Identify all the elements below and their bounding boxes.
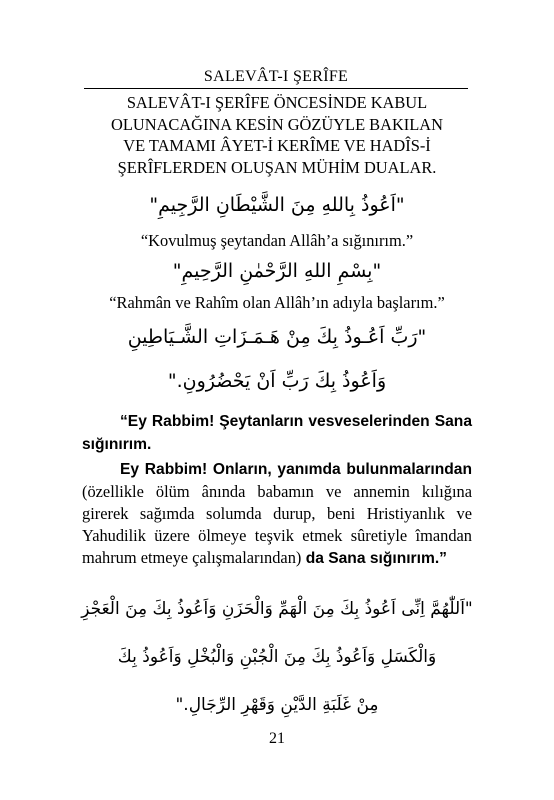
arabic-prayer-3-line-1: "رَبِّ اَعُـوذُ بِكَ مِنْ هَـمَـزَاتِ الشَّـيَاطِينِ xyxy=(127,326,427,348)
arabic-prayer-3-line-2: وَاَعُوذُ بِكَ رَبِّ اَنْ يَحْضُرُونِ." xyxy=(167,370,387,392)
arabic-prayer-1: "اَعُوذُ بِاللهِ مِنَ الشَّيْطَانِ الرَّجِيمِ" xyxy=(149,194,405,216)
paragraph-2 xyxy=(82,458,472,570)
heading-line: OLUNACAĞINA KESİN GÖZÜYLE BAKILAN xyxy=(111,114,443,134)
heading-line: SALEVÂT-I ŞERÎFE ÖNCESİNDE KABUL xyxy=(126,93,428,112)
bold-text: “Ey Rabbim! Şeytanların vesveselerinden Sana sığınırım. xyxy=(82,413,472,453)
header-rule xyxy=(84,88,468,89)
arabic-prayer-4-line-1: "اَللّٰهُمَّ اِنِّى اَعُوذُ بِكَ مِنَ الْهَمِّ وَالْحَزَنِ وَاَعُوذُ بِكَ مِنَ الْعَجْزِ xyxy=(81,599,473,619)
running-head: SALEVÂT-I ŞERÎFE xyxy=(203,68,349,85)
paragraph-1 xyxy=(82,410,472,456)
normal-text: (özellikle ölüm ânında babamın ve annemin kılığına girerek sağımda solumda durup, beni Hristiyanlık ve Yahudilik üzere ölmeye teşvik etmek sûretiyle îmandan mahrum etmeye çalışmalarından) xyxy=(82,482,472,567)
section-heading xyxy=(78,92,476,178)
heading-line: VE TAMAMI ÂYET-İ KERÎME VE HADÎS-İ xyxy=(123,136,431,155)
arabic-prayer-4-line-3: مِنْ غَلَبَةِ الدَّيْنِ وَقَهْرِ الرِّجَالِ." xyxy=(175,695,379,715)
bold-text: Ey Rabbim! Onların, yanımda bulunmalarından xyxy=(120,461,472,478)
translation-2: “Rahmân ve Rahîm olan Allâh’ın adıyla başlarım.” xyxy=(109,293,445,312)
translation-1: “Kovulmuş şeytandan Allâh’a sığınırım.” xyxy=(140,231,414,250)
bold-text: da Sana sığınırım.” xyxy=(301,550,447,567)
arabic-prayer-4-line-2: وَالْكَسَلِ وَاَعُوذُ بِكَ مِنَ الْجُبْنِ وَالْبُخْلِ وَاَعُوذُ بِكَ xyxy=(117,647,437,667)
page-number: 21 xyxy=(269,730,285,747)
arabic-prayer-2: "بِسْمِ اللهِ الرَّحْمٰنِ الرَّحِيمِ" xyxy=(172,260,382,282)
heading-line: ŞERÎFLERDEN OLUŞAN MÜHİM DUALAR. xyxy=(117,157,437,177)
